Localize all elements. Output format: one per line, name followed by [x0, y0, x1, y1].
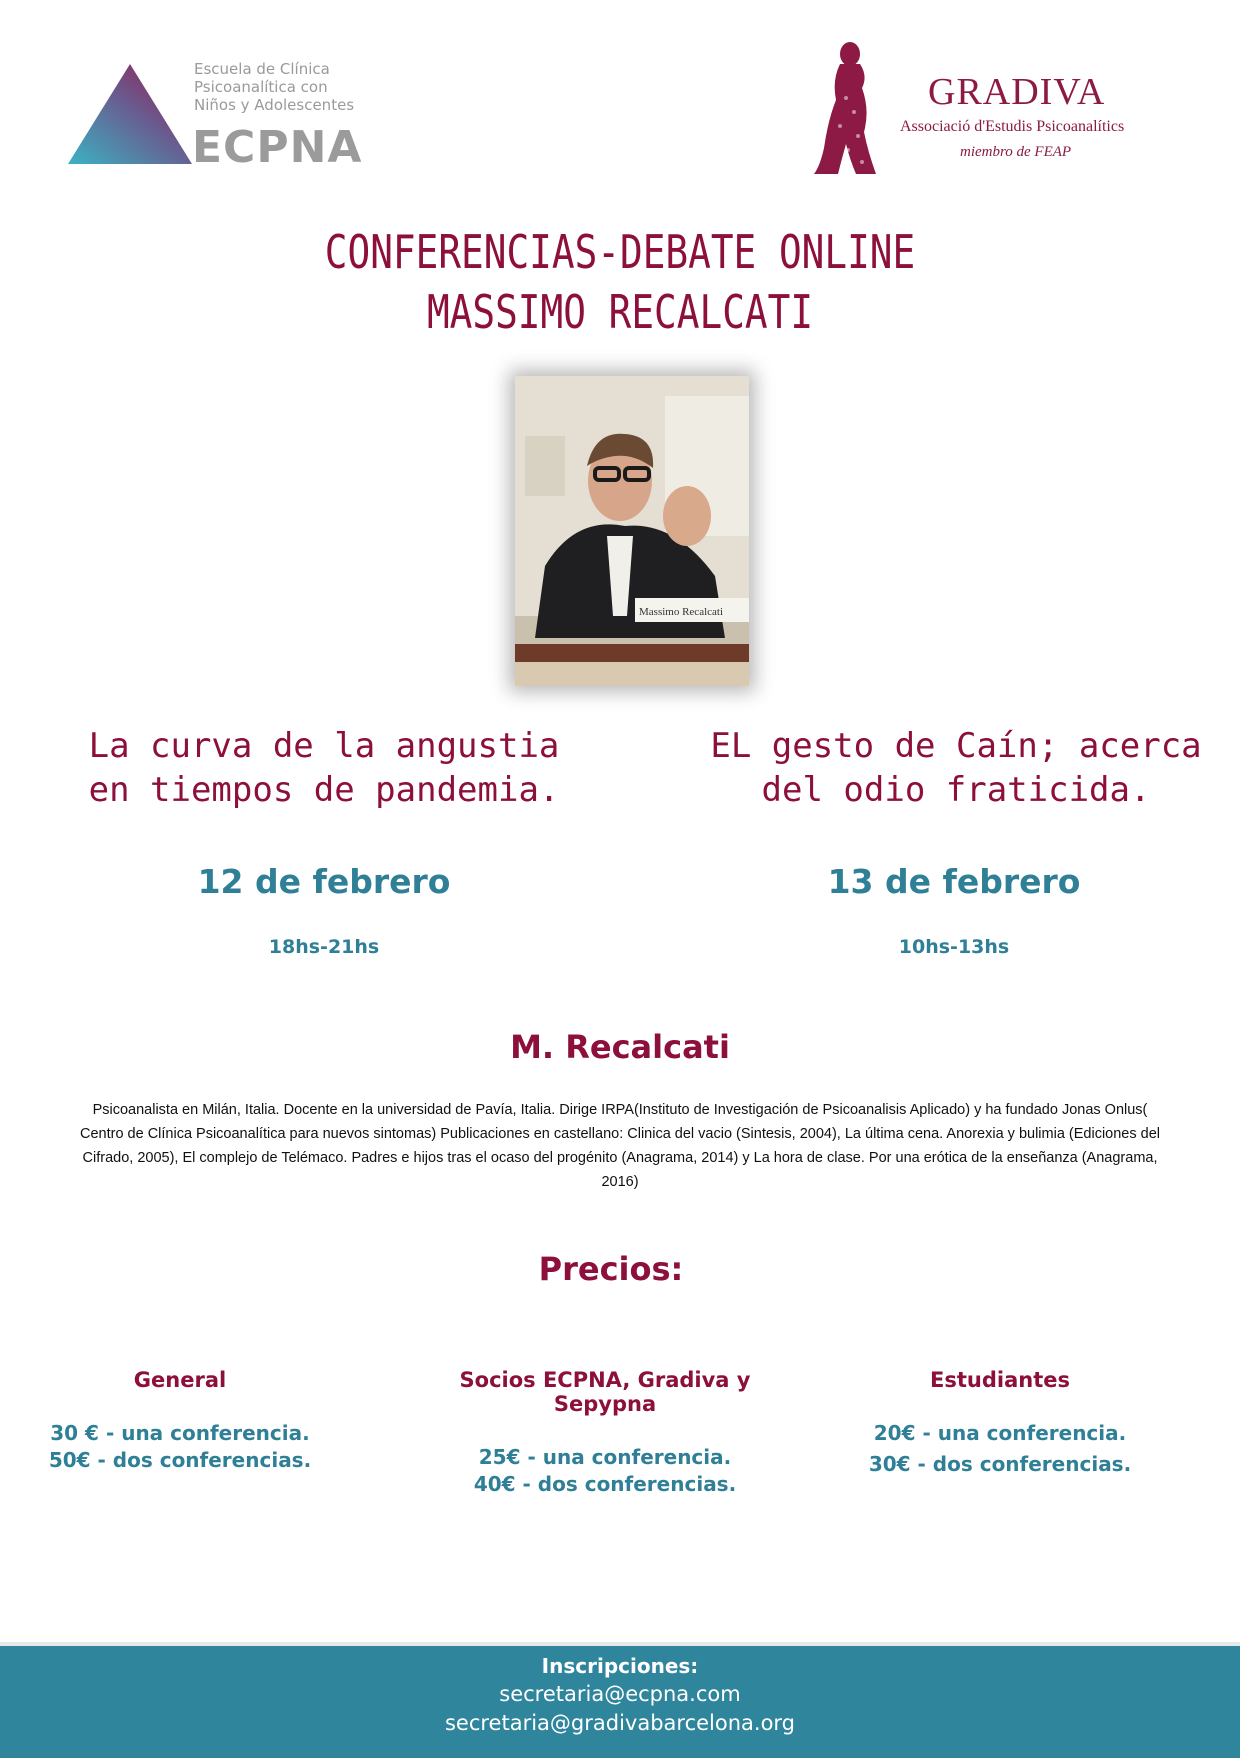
price-two: 40€ - dos conferencias. — [473, 1472, 737, 1496]
ecpna-name: ECPNA — [192, 122, 363, 173]
price-title: Estudiantes — [930, 1368, 1070, 1392]
title-line-1: CONFERENCIAS-DEBATE ONLINE — [324, 225, 916, 279]
price-column-general — [40, 1368, 320, 1474]
ecpna-line1: Escuela de Clínica — [194, 60, 330, 78]
price-title: Socios ECPNA, Gradiva y Sepypna — [459, 1368, 751, 1416]
talk-2-date: 13 de febrero — [827, 862, 1081, 901]
talk-1-time: 18hs-21hs — [268, 936, 380, 958]
prices-heading: Precios: — [538, 1250, 684, 1288]
price-two: 30€ - dos conferencias. — [868, 1452, 1132, 1476]
price-two: 50€ - dos conferencias. — [48, 1448, 312, 1472]
page-title — [112, 222, 1129, 342]
bio-text: Psicoanalista en Milán, Italia. Docente en la universidad de Pavía, Italia. Dirige IRPA(Instituto de Investigación de Psicoanalisis Aplicado) y ha fundado Jonas Onlus( Centro de Clínica Psicoanalítica para nuevos sintomas) Publicaciones en castellano: Clinica del vacio (Sintesis, 2004), La última cena. Anorexia y bulimia (Ediciones del Cifrado, 2005), El complejo de Telémaco. Padres e hijos tras el ocaso del progénito (Anagrama, 2014) y La hora de clase. Por una erótica de la enseñanza (Anagrama, 2016) — [79, 1102, 1160, 1190]
bio-name: M. Recalcati — [510, 1028, 730, 1066]
photo-nameplate: Massimo Recalcati — [639, 606, 724, 618]
talk-1-date: 12 de febrero — [197, 862, 451, 901]
price-one: 25€ - una conferencia. — [478, 1445, 732, 1469]
ecpna-line2: Psicoanalítica con — [194, 78, 328, 96]
ecpna-line3: Niños y Adolescentes — [194, 96, 355, 114]
price-one: 30 € - una conferencia. — [50, 1421, 310, 1445]
talk-2-time: 10hs-13hs — [898, 936, 1010, 958]
price-title: General — [133, 1368, 227, 1392]
footer-email-gradiva[interactable]: secretaria@gradivabarcelona.org — [444, 1711, 796, 1735]
footer-heading: Inscripciones: — [541, 1654, 699, 1678]
talk-1-title: La curva de la angustia en tiempos de pandemia. — [88, 726, 560, 810]
speaker-photo-image — [515, 376, 749, 686]
gradiva-figure-icon — [810, 40, 890, 180]
ecpna-logo — [68, 60, 363, 173]
price-column-socios — [420, 1368, 790, 1498]
speaker-photo — [515, 376, 749, 686]
gradiva-subtitle: Associació d'Estudis Psicoanalítics — [900, 118, 1125, 135]
price-column-estudiantes — [860, 1368, 1140, 1478]
gradiva-logo — [810, 40, 1170, 180]
ecpna-triangle-icon — [68, 60, 194, 170]
talk-2-title: EL gesto de Caín; acerca del odio fraticida. — [710, 726, 1202, 810]
gradiva-name: GRADIVA — [928, 71, 1106, 113]
footer-email-ecpna[interactable]: secretaria@ecpna.com — [499, 1682, 741, 1706]
gradiva-member: miembro de FEAP — [960, 144, 1072, 160]
title-line-2: MASSIMO RECALCATI — [426, 285, 814, 339]
price-one: 20€ - una conferencia. — [873, 1421, 1127, 1445]
footer — [0, 1642, 1240, 1758]
